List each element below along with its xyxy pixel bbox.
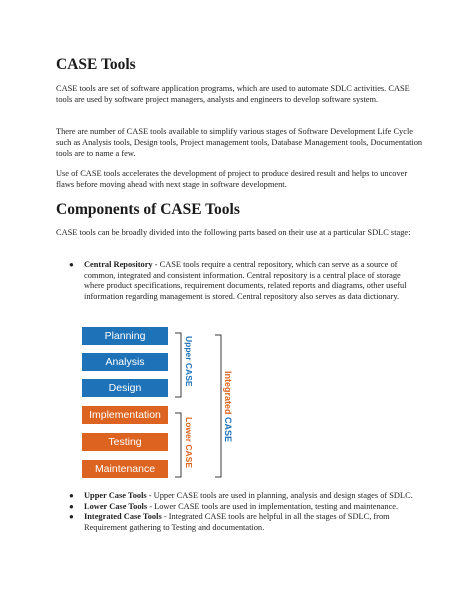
term-integrated-case: Integrated Case Tools: [84, 512, 162, 522]
term-upper-case: Upper Case Tools: [84, 491, 147, 500]
bullet-icon: ●: [69, 512, 74, 522]
box-analysis: Analysis: [82, 353, 168, 371]
text-upper-case: - Upper CASE tools are used in planning, analysis and design stages of SDLC.: [146, 491, 413, 500]
box-implementation: Implementation: [82, 406, 168, 424]
box-design: Design: [82, 379, 168, 397]
paragraph-intro: CASE tools can be broadly divided into the following parts based on their use at a particular SDLC stage:: [56, 228, 411, 237]
label-upper-case: Upper CASE: [184, 336, 194, 387]
lower-bracket: [175, 413, 181, 477]
text-integrated-case: - Integrated CASE tools are helpful in all the stages of SDLC, from Requirement gathering to Testing and documentation.: [84, 512, 390, 532]
list-item-central-repository: [56, 260, 422, 302]
central-repository-list: [56, 260, 422, 302]
box-testing: Testing: [82, 433, 168, 451]
label-integrated-case-word: CASE: [223, 417, 233, 443]
label-integrated-word: Integrated: [223, 371, 233, 415]
list-item-integrated-case: [56, 512, 422, 533]
section-title-components: Components of CASE Tools: [56, 201, 240, 218]
bullet-icon: ●: [69, 491, 74, 500]
term-central-repository: Central Repository: [84, 260, 153, 269]
label-lower-case: Lower CASE: [184, 417, 194, 469]
paragraph-types: There are number of CASE tools available to simplify various stages of Software Development Life Cycle such as Analysis tools, Design tools, Project management tools, Database Management tools, Documentation tools are to name a few.: [56, 127, 423, 158]
upper-bracket: [175, 333, 181, 397]
case-types-list: [56, 491, 422, 533]
box-planning: Planning: [82, 327, 168, 345]
integrated-bracket: [215, 335, 221, 477]
bullet-icon: ●: [69, 260, 74, 269]
text-lower-case: - Lower CASE tools are used in implementation, testing and maintenance.: [147, 501, 399, 511]
label-integrated-case: [223, 371, 233, 442]
bullet-icon: ●: [69, 501, 74, 511]
list-item-upper-case: [56, 491, 422, 502]
paragraph-definition: CASE tools are set of software application programs, which are used to automate SDLC activities. CASE tools are used by software project managers, analysts and engineers to develop software system.: [56, 84, 410, 104]
paragraph-benefits: Use of CASE tools accelerates the development of project to produce desired result and helps to uncover flaws before moving ahead with next stage in software development.: [56, 169, 408, 189]
box-maintenance: Maintenance: [82, 460, 168, 478]
list-item-lower-case: [56, 502, 422, 513]
text-central-repository: - CASE tools require a central repository, which can serve as a source of common, integrated and consistent information. Central repository is a central place of storage where product specifications, requirement documents, related reports and diagrams, other useful information regarding management is stored. Central repository also serves as data dictionary.: [84, 260, 407, 301]
case-tools-diagram: [80, 322, 250, 484]
term-lower-case: Lower Case Tools: [84, 501, 148, 511]
section-title-case-tools: CASE Tools: [56, 56, 136, 73]
